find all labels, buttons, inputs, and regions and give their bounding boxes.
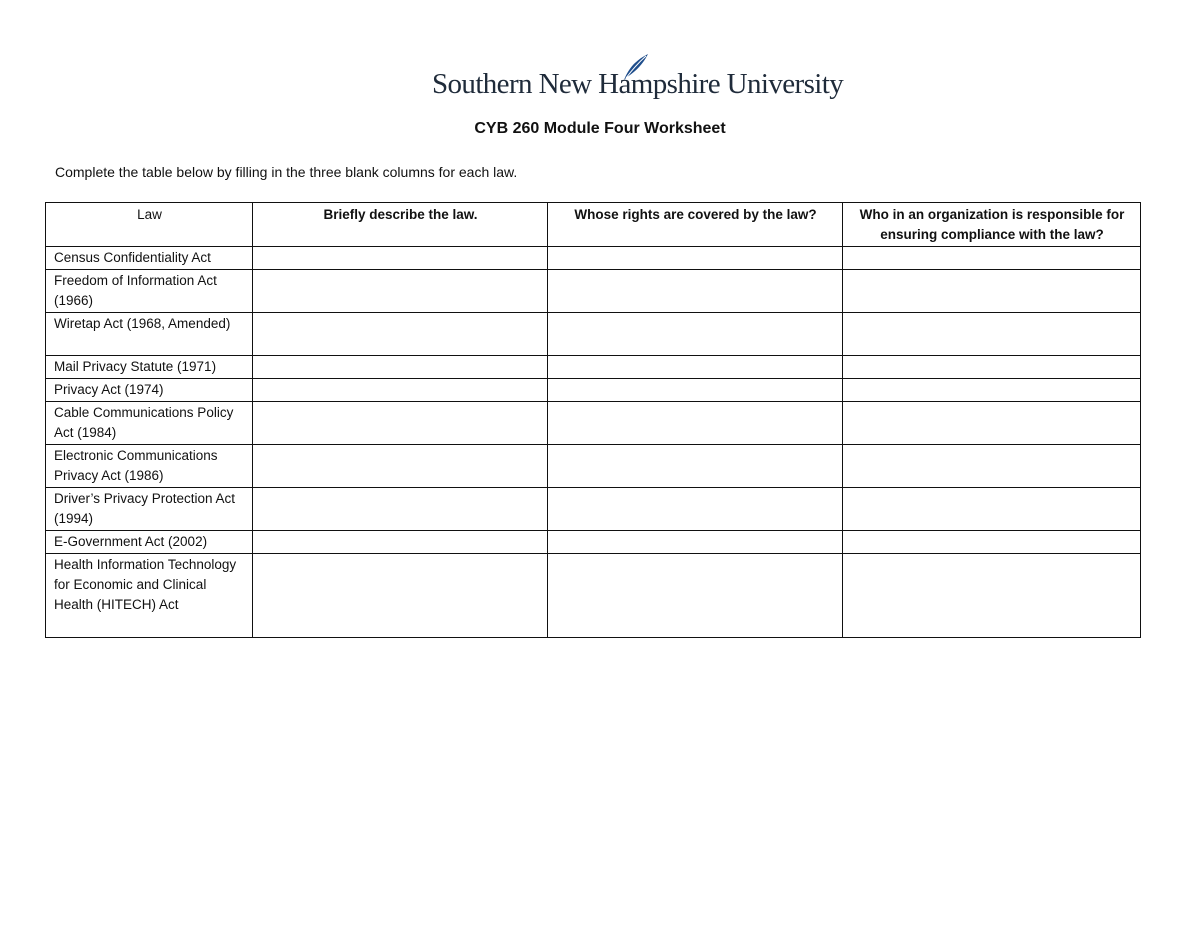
rights-cell[interactable] <box>548 554 843 638</box>
law-cell: Electronic Communications Privacy Act (1986) <box>46 445 253 488</box>
table-row <box>46 488 1141 531</box>
table-row <box>46 356 1141 379</box>
rights-cell[interactable] <box>548 313 843 356</box>
description-cell[interactable] <box>253 554 548 638</box>
document-title: CYB 260 Module Four Worksheet <box>474 120 726 137</box>
responsible-cell[interactable] <box>843 270 1141 313</box>
law-cell: Health Information Technology for Economic and Clinical Health (HITECH) Act <box>46 554 253 638</box>
responsible-cell[interactable] <box>843 445 1141 488</box>
table-row <box>46 379 1141 402</box>
description-cell[interactable] <box>253 488 548 531</box>
table-row <box>46 247 1141 270</box>
responsible-cell[interactable] <box>843 402 1141 445</box>
table-row <box>46 270 1141 313</box>
rights-cell[interactable] <box>548 488 843 531</box>
column-header-rights: Whose rights are covered by the law? <box>548 203 843 247</box>
description-cell[interactable] <box>253 445 548 488</box>
law-cell: Cable Communications Policy Act (1984) <box>46 402 253 445</box>
description-cell[interactable] <box>253 313 548 356</box>
rights-cell[interactable] <box>548 379 843 402</box>
responsible-cell[interactable] <box>843 554 1141 638</box>
rights-cell[interactable] <box>548 402 843 445</box>
instructions-text: Complete the table below by filling in the three blank columns for each law. <box>55 164 518 180</box>
rights-cell[interactable] <box>548 531 843 554</box>
law-cell: Mail Privacy Statute (1971) <box>46 356 253 379</box>
rights-cell[interactable] <box>548 270 843 313</box>
responsible-cell[interactable] <box>843 379 1141 402</box>
rights-cell[interactable] <box>548 356 843 379</box>
law-cell: Census Confidentiality Act <box>46 247 253 270</box>
responsible-cell[interactable] <box>843 313 1141 356</box>
responsible-cell[interactable] <box>843 247 1141 270</box>
rights-cell[interactable] <box>548 247 843 270</box>
law-cell: Freedom of Information Act (1966) <box>46 270 253 313</box>
description-cell[interactable] <box>253 531 548 554</box>
logo-text: Southern New Hampshire University <box>432 68 844 100</box>
column-header-law: Law <box>46 203 253 247</box>
description-cell[interactable] <box>253 402 548 445</box>
table-row <box>46 313 1141 356</box>
responsible-cell[interactable] <box>843 356 1141 379</box>
university-logo <box>432 52 844 108</box>
description-cell[interactable] <box>253 247 548 270</box>
description-cell[interactable] <box>253 356 548 379</box>
law-cell: Driver’s Privacy Protection Act (1994) <box>46 488 253 531</box>
law-cell: Wiretap Act (1968, Amended) <box>46 313 253 356</box>
table-row <box>46 445 1141 488</box>
description-cell[interactable] <box>253 270 548 313</box>
law-cell: Privacy Act (1974) <box>46 379 253 402</box>
table-row <box>46 554 1141 638</box>
responsible-cell[interactable] <box>843 531 1141 554</box>
column-header-description: Briefly describe the law. <box>253 203 548 247</box>
table-row <box>46 531 1141 554</box>
table-row <box>46 402 1141 445</box>
description-cell[interactable] <box>253 379 548 402</box>
column-header-responsible: Who in an organization is responsible for ensuring compliance with the law? <box>843 203 1141 247</box>
laws-table <box>45 202 1141 638</box>
responsible-cell[interactable] <box>843 488 1141 531</box>
law-cell: E-Government Act (2002) <box>46 531 253 554</box>
table-header-row <box>46 203 1141 247</box>
rights-cell[interactable] <box>548 445 843 488</box>
